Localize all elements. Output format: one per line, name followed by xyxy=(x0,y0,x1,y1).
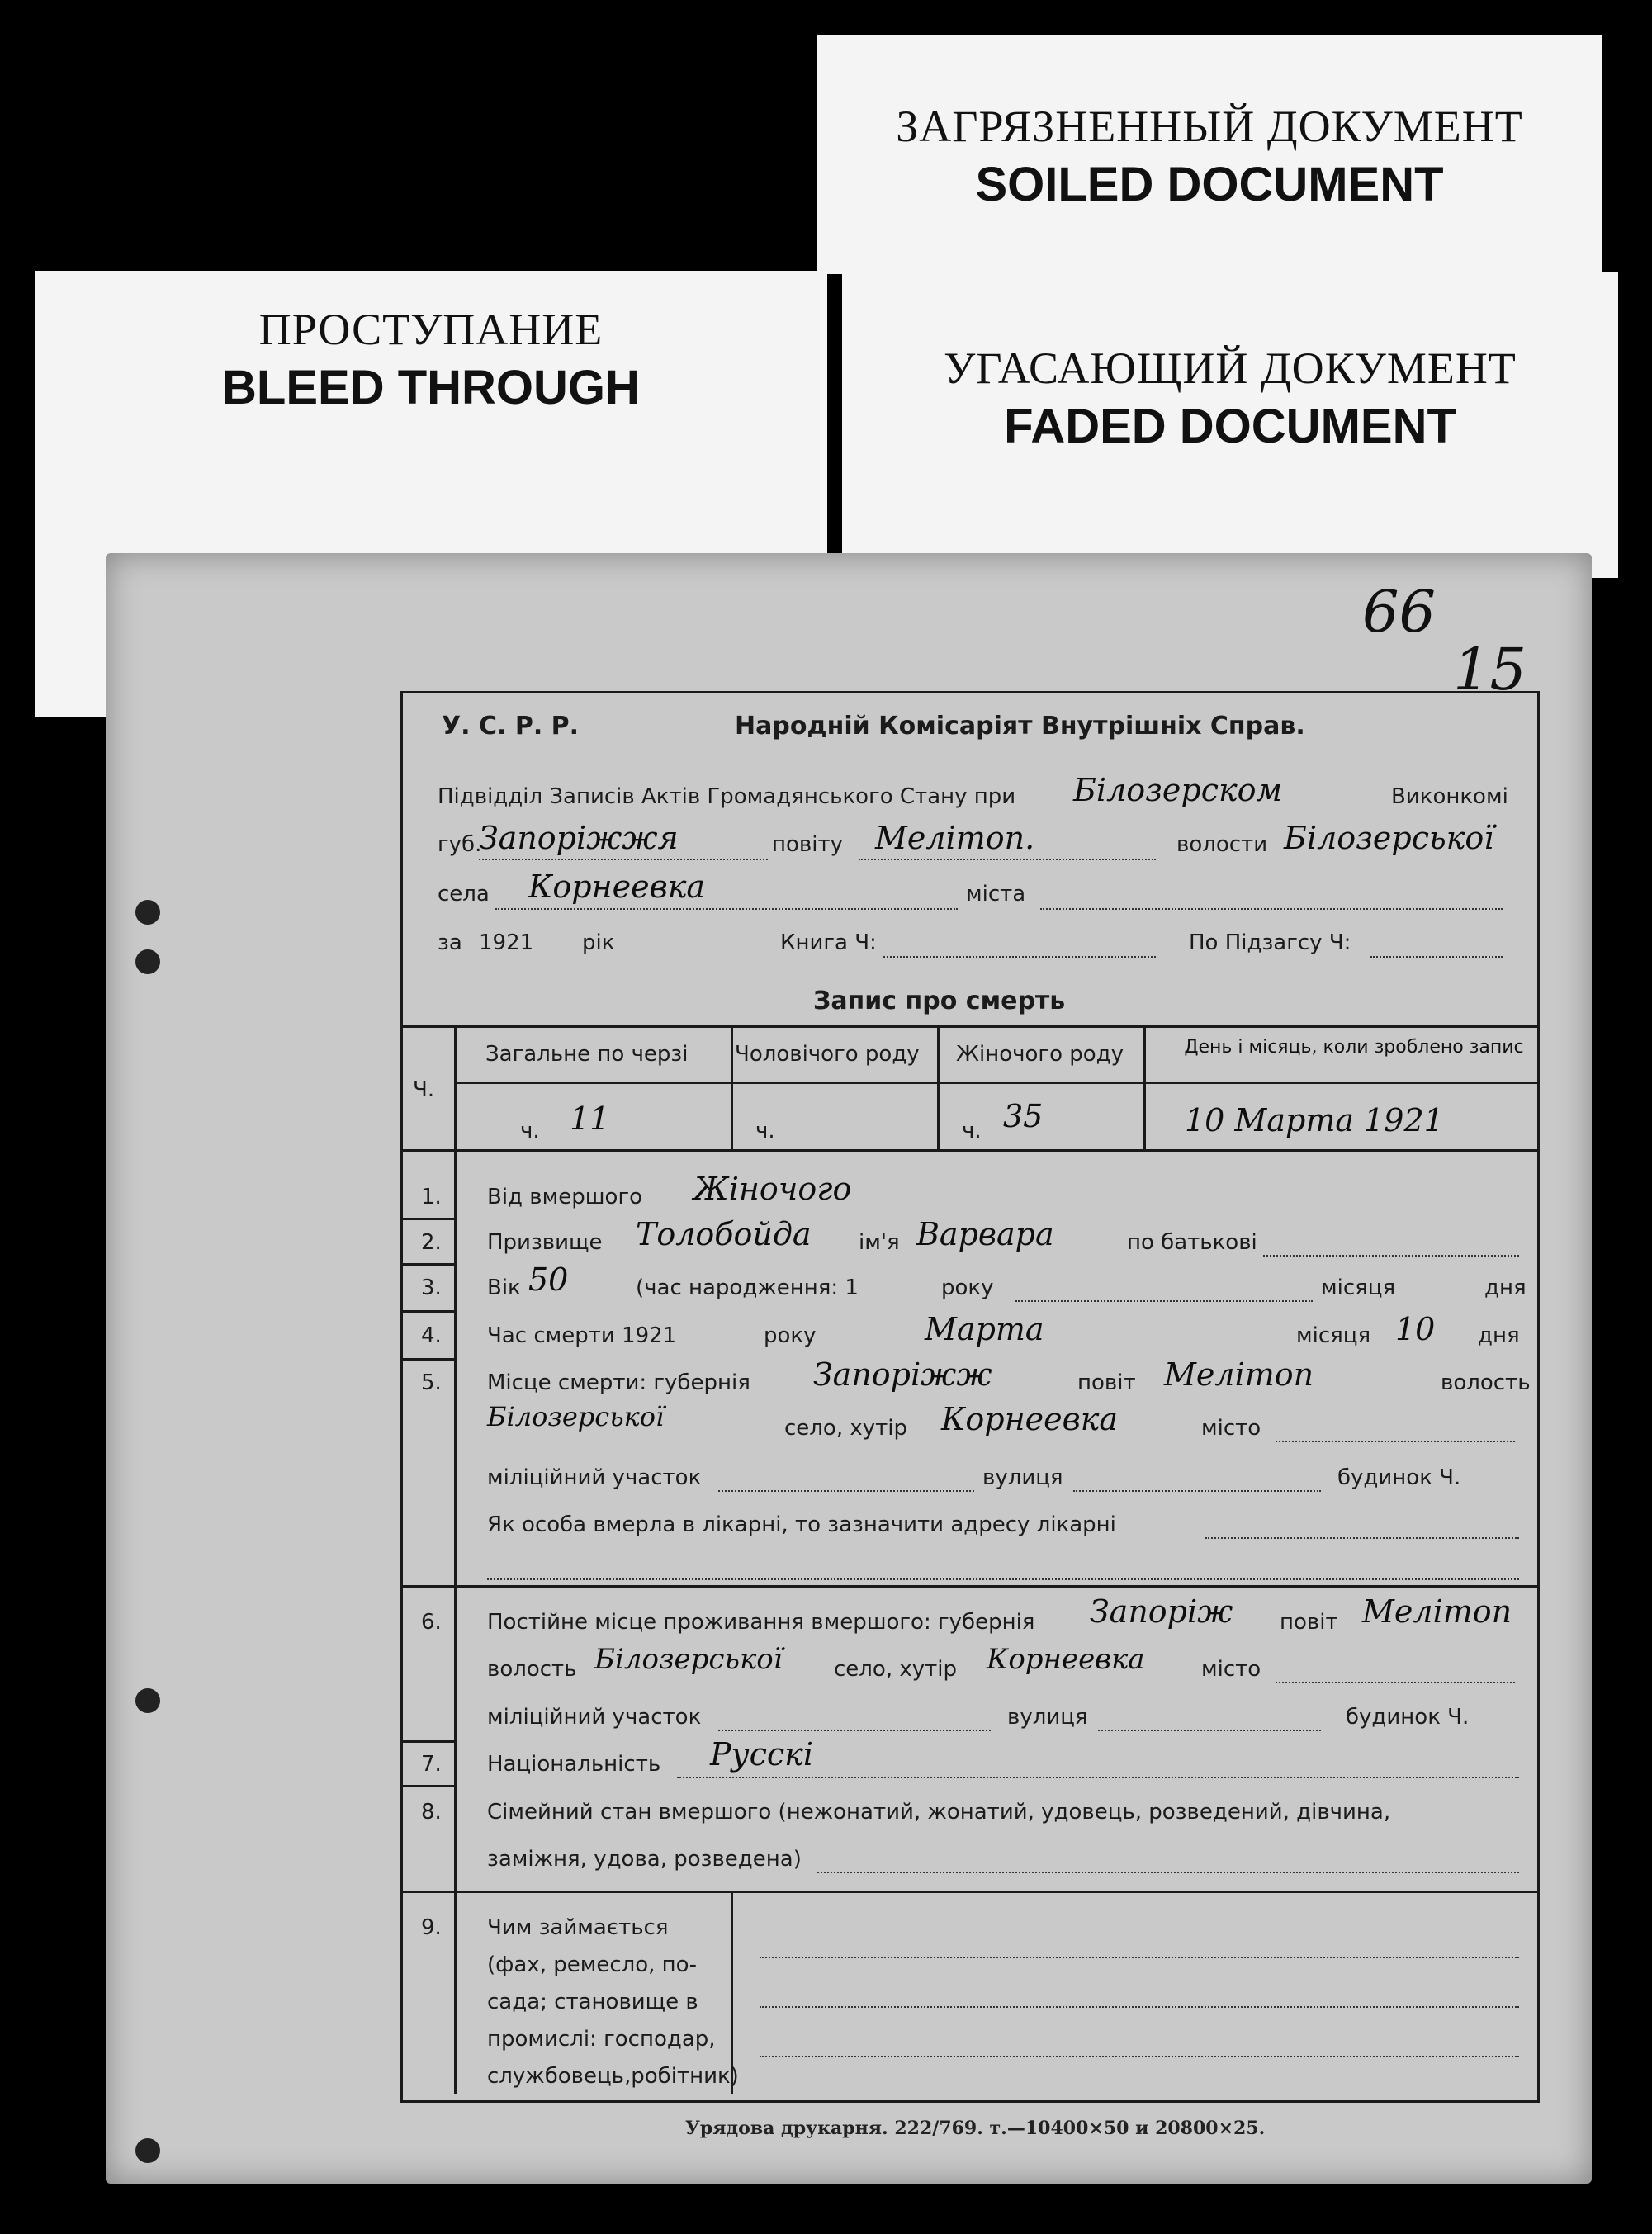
den-value: 10 Марта 1921 xyxy=(1185,1102,1444,1138)
corner-note-bottom: 15 xyxy=(1453,636,1527,703)
soiled-ru: ЗАГРЯЗНЕННЫЙ ДОКУМЕНТ xyxy=(896,102,1523,151)
row6-volost: Білозерської xyxy=(594,1643,783,1676)
bleed-ru: ПРОСТУПАНИЕ xyxy=(258,305,604,354)
record-title: Запис про смерть xyxy=(813,987,1066,1015)
mista-label: міста xyxy=(966,882,1026,906)
row4-dnya: дня xyxy=(1478,1323,1520,1348)
bleed-en: BLEED THROUGH xyxy=(222,361,640,414)
row4-month: Марта xyxy=(925,1311,1044,1347)
row5-num: 5. xyxy=(421,1370,442,1395)
row6-gub: Запоріж xyxy=(1090,1593,1233,1630)
subdivision-value: Білозерском xyxy=(1073,772,1283,808)
row9-num: 9. xyxy=(421,1915,442,1940)
soiled-document-label xyxy=(817,35,1602,274)
row2-imya: Варвара xyxy=(916,1216,1054,1252)
povit-label: повіту xyxy=(772,832,843,857)
row9-l2: (фах, ремесло, по- xyxy=(487,1952,697,1977)
row6-budynok-label: будинок Ч. xyxy=(1346,1705,1470,1730)
row6-selo-label: село, хутір xyxy=(834,1657,957,1682)
punch-hole xyxy=(135,949,160,974)
zhinochoho-value: 35 xyxy=(1003,1098,1044,1134)
row7-value: Русскі xyxy=(710,1736,814,1773)
volost-label: волости xyxy=(1176,832,1268,857)
za-label: за xyxy=(438,930,462,955)
row4-label: Час смерти 1921 xyxy=(487,1323,677,1348)
row1-num: 1. xyxy=(421,1185,442,1209)
ch-prefix-2: ч. xyxy=(755,1119,775,1143)
punch-hole xyxy=(135,900,160,925)
col-den: День і місяць, коли зроблено запис xyxy=(1184,1037,1524,1058)
gub-value: Запоріжжя xyxy=(479,820,679,856)
zahalne-value: 11 xyxy=(570,1100,610,1137)
row9-l5: службовець,робітник) xyxy=(487,2064,739,2089)
row4-roku: року xyxy=(764,1323,817,1348)
faded-document-label xyxy=(842,272,1618,578)
faded-en: FADED DOCUMENT xyxy=(1004,400,1456,453)
row3-vik: 50 xyxy=(528,1261,569,1298)
volost-value: Білозерської xyxy=(1284,820,1494,856)
row5-militsia-label: міліційний участок xyxy=(487,1465,702,1490)
row9-l3: сада; становище в xyxy=(487,1990,698,2014)
rik-label: рік xyxy=(582,930,615,955)
povit-value: Мелітоп. xyxy=(875,820,1035,856)
sela-value: Корнеевка xyxy=(528,869,706,905)
row5-volost-label: волость xyxy=(1441,1370,1531,1395)
pidzahsu-label: По Підзагсу Ч: xyxy=(1189,930,1351,955)
row3-num: 3. xyxy=(421,1276,442,1300)
row7-label: Національність xyxy=(487,1752,661,1777)
row6-selo: Корнеевка xyxy=(987,1643,1145,1676)
row2-label: Призвище xyxy=(487,1230,603,1255)
row4-misyatsya: місяця xyxy=(1296,1323,1371,1348)
row9-l1: Чим займається xyxy=(487,1915,669,1940)
col-zahalne: Загальне по черзі xyxy=(485,1042,689,1067)
row5-selo-label: село, хутір xyxy=(784,1416,907,1441)
row5-selo: Корнеевка xyxy=(941,1401,1119,1437)
row3-vik-label: Вік xyxy=(487,1276,521,1300)
knyha-label: Книга Ч: xyxy=(780,930,877,955)
vykonkom-label: Виконкомі xyxy=(1391,784,1508,809)
row5-label: Місце смерти: губернія xyxy=(487,1370,750,1395)
row3-born-label: (час народження: 1 xyxy=(636,1276,859,1300)
row6-povit-label: повіт xyxy=(1280,1610,1338,1635)
row2-num: 2. xyxy=(421,1230,442,1255)
row6-militsia-label: міліційний участок xyxy=(487,1705,702,1730)
row5-povit: Мелітоп xyxy=(1164,1356,1314,1393)
row5-povit-label: повіт xyxy=(1077,1370,1136,1395)
punch-hole xyxy=(135,2138,160,2163)
gub-label: губ. xyxy=(438,832,482,857)
row6-num: 6. xyxy=(421,1610,442,1635)
row5-budynok-label: будинок Ч. xyxy=(1337,1465,1461,1490)
col-ch: Ч. xyxy=(413,1077,435,1102)
row6-vulytsya-label: вулиця xyxy=(1007,1705,1088,1730)
col-cholovichoho: Чоловічого роду xyxy=(735,1042,920,1067)
row5-volost: Білозерської xyxy=(487,1401,665,1432)
sela-label: села xyxy=(438,882,490,906)
row8-line2: заміжня, удова, розведена) xyxy=(487,1847,802,1872)
row1-label: Від вмершого xyxy=(487,1185,643,1209)
row6-misto-label: місто xyxy=(1201,1657,1261,1682)
ch-prefix-1: ч. xyxy=(520,1119,540,1143)
row6-volost-label: волость xyxy=(487,1657,577,1682)
row3-roku: року xyxy=(941,1276,994,1300)
row5-gub: Запоріжж xyxy=(813,1356,992,1393)
row3-dnya: дня xyxy=(1484,1276,1527,1300)
ch-prefix-3: ч. xyxy=(962,1119,982,1143)
row4-day: 10 xyxy=(1395,1311,1436,1347)
row5-hospital-label: Як особа вмерла в лікарні, то зазначити адресу лікарні xyxy=(487,1512,1116,1537)
faded-ru: УГАСАЮЩИЙ ДОКУМЕНТ xyxy=(944,343,1517,393)
corner-note-top: 66 xyxy=(1362,578,1437,646)
row1-value: Жіночого xyxy=(693,1171,852,1207)
row2-batkovi-label: по батькові xyxy=(1127,1230,1257,1255)
row2-imya-label: ім'я xyxy=(859,1230,900,1255)
ministry-heading: Народній Комісаріят Внутрішніх Справ. xyxy=(735,712,1305,741)
col-zhinochoho: Жіночого роду xyxy=(956,1042,1124,1067)
row5-misto-label: місто xyxy=(1201,1416,1261,1441)
row6-label: Постійне місце проживання вмершого: губернія xyxy=(487,1610,1035,1635)
row8-num: 8. xyxy=(421,1800,442,1825)
row7-num: 7. xyxy=(421,1752,442,1777)
year-value: 1921 xyxy=(479,930,534,955)
punch-hole xyxy=(135,1688,160,1713)
row2-surname: Толобойда xyxy=(636,1216,812,1252)
subdivision-label: Підвідділ Записів Актів Громадянського Стану при xyxy=(438,784,1016,809)
row5-vulytsya-label: вулиця xyxy=(982,1465,1063,1490)
row6-povit: Мелітоп xyxy=(1362,1593,1512,1630)
row3-misyatsya: місяця xyxy=(1321,1276,1396,1300)
row9-l4: промислі: господар, xyxy=(487,2027,716,2052)
ussr-heading: У. С. Р. Р. xyxy=(442,712,580,741)
printer-note: Урядова друкарня. 222/769. т.—10400×50 и 20800×25. xyxy=(685,2118,1266,2139)
row8-line1: Сімейний стан вмершого (нежонатий, жонатий, удовець, розведений, дівчина, xyxy=(487,1800,1391,1825)
soiled-en: SOILED DOCUMENT xyxy=(975,158,1444,211)
row4-num: 4. xyxy=(421,1323,442,1348)
